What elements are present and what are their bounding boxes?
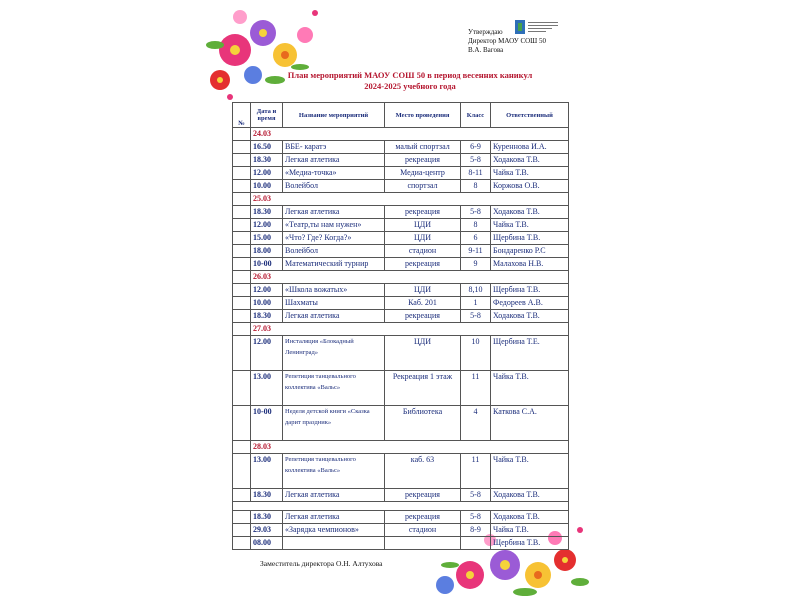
table-row <box>233 371 569 406</box>
event-name: «Школа вожатых» <box>283 284 385 297</box>
event-place: ЦДИ <box>385 336 461 371</box>
row-number <box>233 371 251 406</box>
event-time: 12.00 <box>251 336 283 371</box>
date-label: 27.03 <box>251 323 569 336</box>
event-name: «Театр,ты нам нужен» <box>283 219 385 232</box>
event-grade: 8 <box>461 180 491 193</box>
header-datetime: Дата и время <box>251 103 283 128</box>
footer-signature: Заместитель директора О.Н. Алтухова <box>260 559 383 568</box>
event-responsible: Щербина Т.В. <box>491 537 569 550</box>
event-responsible: Щербина Т.Е. <box>491 336 569 371</box>
event-place: ЦДИ <box>385 284 461 297</box>
header-event-name: Название мероприятий <box>283 103 385 128</box>
event-time: 18.30 <box>251 206 283 219</box>
approval-line-1: Утверждаю <box>468 28 503 36</box>
event-responsible: Чайка Т.В. <box>491 167 569 180</box>
event-responsible: Малахова Н.В. <box>491 258 569 271</box>
header-grade: Класс <box>461 103 491 128</box>
row-number <box>233 284 251 297</box>
date-row-spacer <box>233 271 251 284</box>
event-place: малый спортзал <box>385 141 461 154</box>
event-time: 12.00 <box>251 284 283 297</box>
table-row <box>233 258 569 271</box>
row-number <box>233 537 251 550</box>
event-time: 15.00 <box>251 232 283 245</box>
event-time: 10-00 <box>251 258 283 271</box>
event-responsible: Федореев А.В. <box>491 297 569 310</box>
event-responsible: Чайка Т.В. <box>491 524 569 537</box>
row-number <box>233 524 251 537</box>
table-row <box>233 284 569 297</box>
table-row <box>233 310 569 323</box>
event-responsible: Чайка Т.В. <box>491 219 569 232</box>
title-line-1: План мероприятий МАОУ СОШ 50 в период весенних каникул <box>287 70 533 80</box>
event-place: каб. 63 <box>385 454 461 489</box>
event-place: рекреация <box>385 154 461 167</box>
event-responsible: Щербина Т.В. <box>491 232 569 245</box>
row-number <box>233 232 251 245</box>
event-grade: 6-9 <box>461 141 491 154</box>
event-responsible: Ходакова Т.В. <box>491 489 569 502</box>
table-row <box>233 219 569 232</box>
page-title <box>230 70 590 92</box>
event-responsible: Ходакова Т.В. <box>491 511 569 524</box>
row-number <box>233 489 251 502</box>
event-grade: 5-8 <box>461 310 491 323</box>
table-row <box>233 297 569 310</box>
event-grade: 5-8 <box>461 206 491 219</box>
event-time: 13.00 <box>251 454 283 489</box>
table-row <box>233 511 569 524</box>
event-place: рекреация <box>385 206 461 219</box>
event-name: Волейбол <box>283 180 385 193</box>
header-responsible: Ответственный <box>491 103 569 128</box>
header-place: Место проведения <box>385 103 461 128</box>
event-name: «Что? Где? Когда?» <box>283 232 385 245</box>
approval-line-3: В.А. Вагова <box>468 46 504 54</box>
table-row <box>233 167 569 180</box>
event-responsible: Бондаренко Р.С <box>491 245 569 258</box>
blank-cell <box>233 502 569 511</box>
table-row <box>233 406 569 441</box>
date-label: 25.03 <box>251 193 569 206</box>
event-grade: 6 <box>461 232 491 245</box>
event-name: Репетиция танцевального коллектива «Вальс» <box>283 454 385 489</box>
event-time: 16.50 <box>251 141 283 154</box>
event-place: ЦДИ <box>385 232 461 245</box>
events-table <box>232 102 569 550</box>
table-row <box>233 180 569 193</box>
date-row-spacer <box>233 128 251 141</box>
event-time: 18.00 <box>251 245 283 258</box>
header-number: № <box>233 103 251 128</box>
table-row <box>233 206 569 219</box>
event-time: 10.00 <box>251 297 283 310</box>
event-time: 18.30 <box>251 511 283 524</box>
date-label: 24.03 <box>251 128 569 141</box>
date-row-spacer <box>233 441 251 454</box>
event-place: рекреация <box>385 310 461 323</box>
event-name: Легкая атлетика <box>283 154 385 167</box>
row-number <box>233 310 251 323</box>
date-label: 26.03 <box>251 271 569 284</box>
row-number <box>233 141 251 154</box>
event-time: 29.03 <box>251 524 283 537</box>
event-name: Легкая атлетика <box>283 511 385 524</box>
date-row-spacer <box>233 323 251 336</box>
row-number <box>233 167 251 180</box>
event-name <box>283 537 385 550</box>
row-number <box>233 258 251 271</box>
event-grade: 10 <box>461 336 491 371</box>
event-responsible: Коржова О.В. <box>491 180 569 193</box>
date-label: 28.03 <box>251 441 569 454</box>
title-line-2: 2024-2025 учебного года <box>364 81 456 91</box>
event-name: «Медиа-точка» <box>283 167 385 180</box>
event-place: Библиотека <box>385 406 461 441</box>
table-row <box>233 232 569 245</box>
event-place: Медиа-центр <box>385 167 461 180</box>
event-grade <box>461 537 491 550</box>
event-place: стадион <box>385 245 461 258</box>
event-grade: 9 <box>461 258 491 271</box>
event-time: 13.00 <box>251 371 283 406</box>
date-row <box>233 128 569 141</box>
event-time: 18.30 <box>251 310 283 323</box>
event-responsible: Щербина Т.В. <box>491 284 569 297</box>
event-place: ЦДИ <box>385 219 461 232</box>
table-row <box>233 141 569 154</box>
row-number <box>233 297 251 310</box>
event-name: Легкая атлетика <box>283 310 385 323</box>
date-row <box>233 323 569 336</box>
row-number <box>233 245 251 258</box>
event-name: Репетиция танцевального коллектива «Вальс» <box>283 371 385 406</box>
row-number <box>233 511 251 524</box>
event-name: Легкая атлетика <box>283 206 385 219</box>
event-grade: 5-8 <box>461 511 491 524</box>
date-row <box>233 441 569 454</box>
row-number <box>233 454 251 489</box>
event-name: Шахматы <box>283 297 385 310</box>
event-grade: 8 <box>461 219 491 232</box>
row-number <box>233 406 251 441</box>
row-number <box>233 206 251 219</box>
event-place: стадион <box>385 524 461 537</box>
event-name: ВБЕ- каратэ <box>283 141 385 154</box>
event-name: Математический турнир <box>283 258 385 271</box>
event-grade: 5-8 <box>461 489 491 502</box>
table-header-row <box>233 103 569 128</box>
table-row <box>233 537 569 550</box>
table-row <box>233 336 569 371</box>
date-row <box>233 271 569 284</box>
event-place <box>385 537 461 550</box>
event-responsible: Чайка Т.В. <box>491 454 569 489</box>
event-responsible: Каткова С.А. <box>491 406 569 441</box>
event-grade: 1 <box>461 297 491 310</box>
event-name: Неделя детской книги «Сказка дарит праздник» <box>283 406 385 441</box>
event-name: Легкая атлетика <box>283 489 385 502</box>
event-name: «Зарядка чемпионов» <box>283 524 385 537</box>
event-grade: 8-11 <box>461 167 491 180</box>
event-grade: 11 <box>461 371 491 406</box>
event-grade: 9-11 <box>461 245 491 258</box>
event-grade: 11 <box>461 454 491 489</box>
date-row-spacer <box>233 193 251 206</box>
table-row <box>233 454 569 489</box>
event-time: 10.00 <box>251 180 283 193</box>
event-place: рекреация <box>385 511 461 524</box>
event-place: рекреация <box>385 489 461 502</box>
event-place: рекреация <box>385 258 461 271</box>
event-responsible: Ходакова Т.В. <box>491 206 569 219</box>
event-responsible: Ходакова Т.В. <box>491 310 569 323</box>
event-place: спортзал <box>385 180 461 193</box>
table-row <box>233 489 569 502</box>
row-number <box>233 154 251 167</box>
event-time: 18.30 <box>251 154 283 167</box>
event-time: 12.00 <box>251 167 283 180</box>
event-time: 18.30 <box>251 489 283 502</box>
table-row <box>233 245 569 258</box>
approval-line-2: Директор МАОУ СОШ 50 <box>468 37 546 45</box>
event-place: Каб. 201 <box>385 297 461 310</box>
event-time: 10-00 <box>251 406 283 441</box>
event-grade: 5-8 <box>461 154 491 167</box>
event-responsible: Ходакова Т.В. <box>491 154 569 167</box>
row-number <box>233 180 251 193</box>
event-time: 12.00 <box>251 219 283 232</box>
event-place: Рекреация 1 этаж <box>385 371 461 406</box>
event-grade: 8,10 <box>461 284 491 297</box>
event-name: Волейбол <box>283 245 385 258</box>
table-row <box>233 524 569 537</box>
event-name: Инсталяция «Блокадный Ленинград» <box>283 336 385 371</box>
row-number <box>233 336 251 371</box>
event-time: 08.00 <box>251 537 283 550</box>
event-responsible: Чайка Т.В. <box>491 371 569 406</box>
school-logo <box>515 20 561 36</box>
event-grade: 4 <box>461 406 491 441</box>
event-responsible: Куреннова И.А. <box>491 141 569 154</box>
event-grade: 8-9 <box>461 524 491 537</box>
table-row <box>233 154 569 167</box>
date-row <box>233 193 569 206</box>
blank-row <box>233 502 569 511</box>
row-number <box>233 219 251 232</box>
